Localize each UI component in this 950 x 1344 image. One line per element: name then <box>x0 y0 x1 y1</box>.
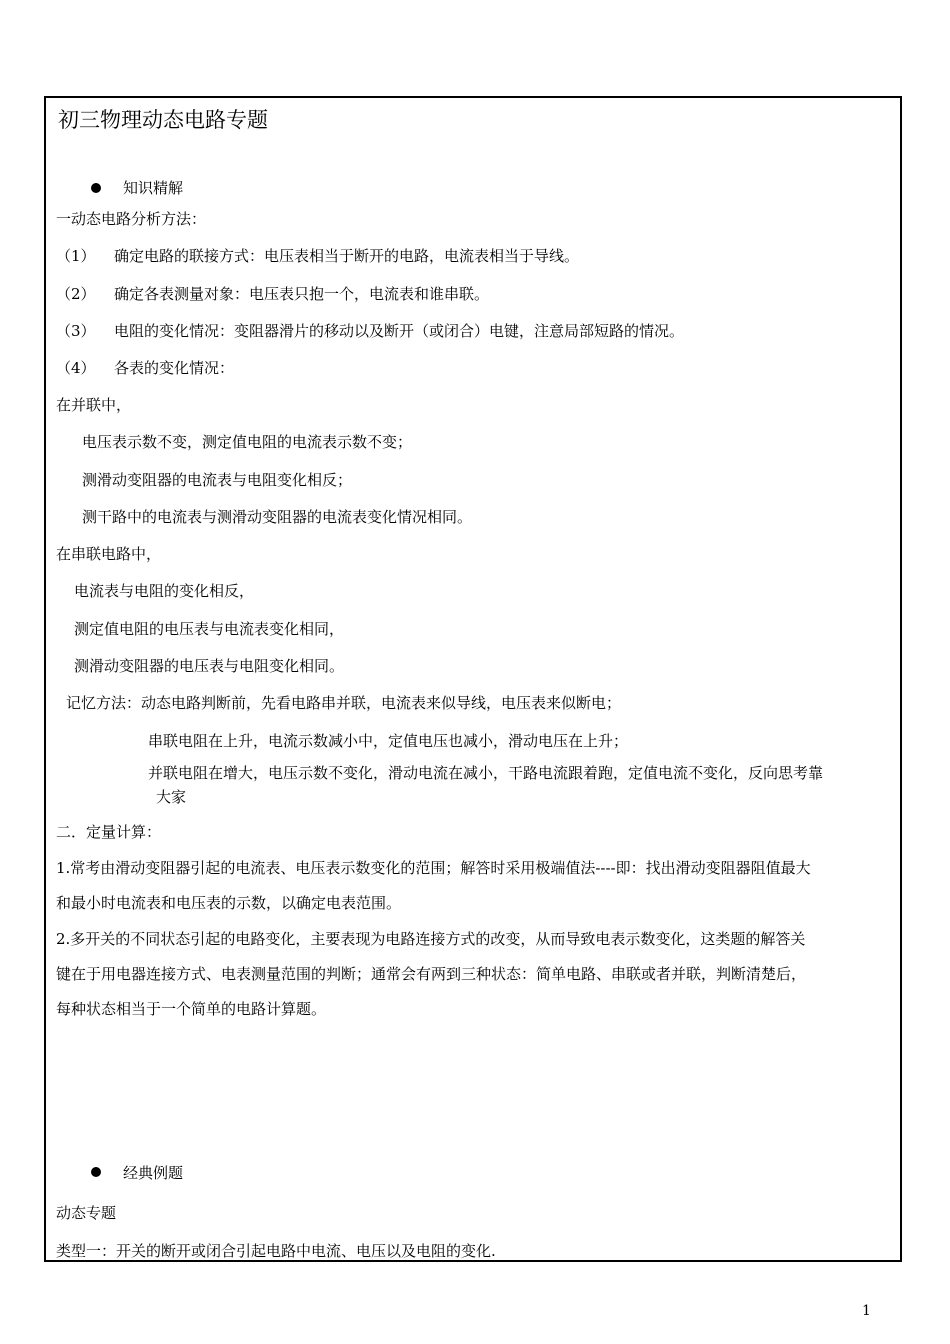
item-text: 电阻的变化情况：变阻器滑片的移动以及断开（或闭合）电键，注意局部短路的情况。 <box>114 322 685 340</box>
item-text: 各表的变化情况： <box>114 359 235 377</box>
parallel-line: 电压表示数不变，测定值电阻的电流表示数不变； <box>82 433 413 451</box>
page-number: 1 <box>862 1303 871 1319</box>
bullet-icon <box>91 1167 101 1177</box>
memory-line: 大家 <box>156 788 187 806</box>
sub-heading: 动态专题 <box>56 1204 117 1222</box>
series-heading: 在串联电路中， <box>56 545 162 563</box>
item-number: （4） <box>56 359 96 377</box>
item-text: 确定各表测量对象：电压表只抱一个，电流表和谁串联。 <box>114 285 490 303</box>
paragraph-line: 1.常考由滑动变阻器引起的电流表、电压表示数变化的范围；解答时采用极端值法----即：找出滑动变阻器阻值最大 <box>56 859 811 877</box>
bullet-icon <box>91 183 101 193</box>
memory-line: 并联电阻在增大，电压示数不变化，滑动电流在减小，干路电流跟着跑，定值电流不变化，反向思考靠 <box>148 764 824 782</box>
section-bullet-label: 知识精解 <box>123 179 184 197</box>
parallel-heading: 在并联中， <box>56 396 132 414</box>
series-line: 测定值电阻的电压表与电流表变化相同， <box>74 620 345 638</box>
section-heading: 一动态电路分析方法： <box>56 210 207 228</box>
memory-line: 串联电阻在上升，电流示数减小中，定值电压也减小，滑动电压在上升； <box>148 732 629 750</box>
section-bullet-label: 经典例题 <box>123 1164 184 1182</box>
item-number: （1） <box>56 247 96 265</box>
example-type: 类型一：开关的断开或闭合引起电路中电流、电压以及电阻的变化. <box>56 1242 496 1260</box>
page-title: 初三物理动态电路专题 <box>58 108 268 132</box>
paragraph-line: 2.多开关的不同状态引起的电路变化，主要表现为电路连接方式的改变，从而导致电表示数变化，这类题的解答关 <box>56 930 806 948</box>
memory-line: 记忆方法：动态电路判断前，先看电路串并联，电流表来似导线，电压表来似断电； <box>66 694 622 712</box>
content-frame <box>44 96 902 1262</box>
section-heading: 二．定量计算： <box>56 823 162 841</box>
series-line: 测滑动变阻器的电压表与电阻变化相同。 <box>74 657 345 675</box>
series-line: 电流表与电阻的变化相反， <box>74 582 255 600</box>
paragraph-line: 每种状态相当于一个简单的电路计算题。 <box>56 1000 327 1018</box>
parallel-line: 测干路中的电流表与测滑动变阻器的电流表变化情况相同。 <box>82 508 473 526</box>
paragraph-line: 和最小时电流表和电压表的示数，以确定电表范围。 <box>56 894 402 912</box>
paragraph-line: 键在于用电器连接方式、电表测量范围的判断；通常会有两到三种状态：简单电路、串联或者并联，判断清楚后， <box>56 965 807 983</box>
item-text: 确定电路的联接方式：电压表相当于断开的电路，电流表相当于导线。 <box>114 247 580 265</box>
item-number: （2） <box>56 285 96 303</box>
parallel-line: 测滑动变阻器的电流表与电阻变化相反； <box>82 471 353 489</box>
item-number: （3） <box>56 322 96 340</box>
